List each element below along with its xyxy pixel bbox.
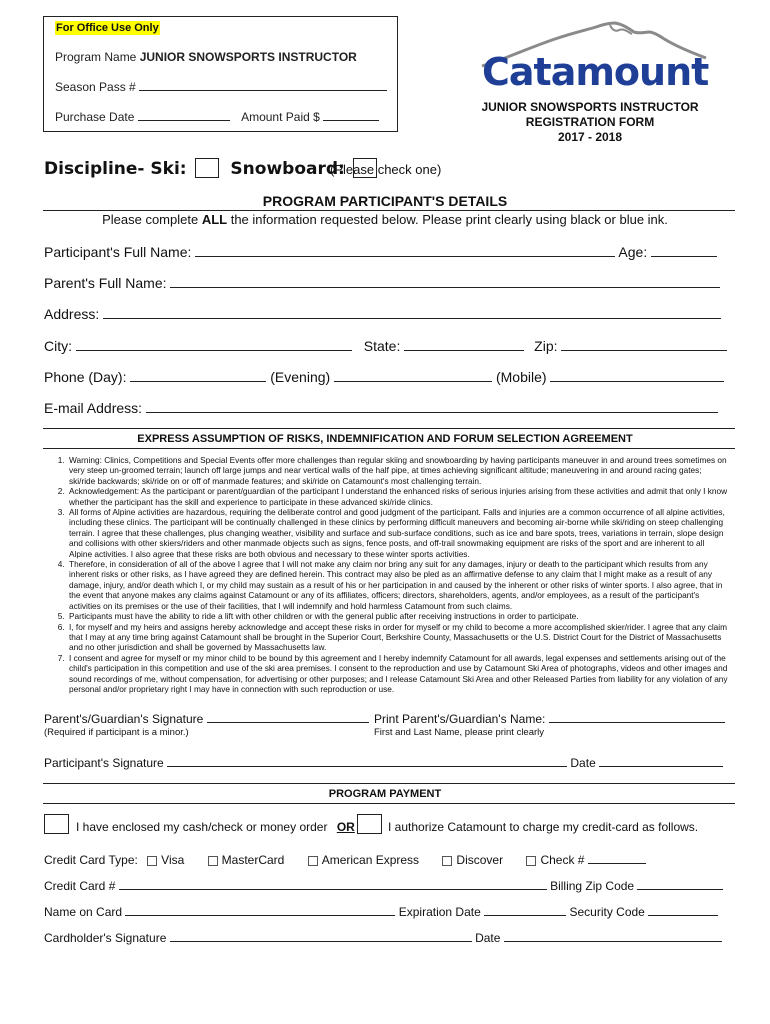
season-pass-field[interactable] (139, 80, 387, 91)
discover-checkbox[interactable] (442, 856, 452, 866)
card-number-label: Credit Card # (44, 879, 116, 893)
season-pass-row (55, 80, 387, 94)
agreement-item: 6. I, for myself and my heirs and assigns hereby acknowledge and accept these risks in order for myself or my child to become a more accomplished skier/rider. I agree that any claim that I may at any time bring against Catamount shall be brought in the Superior Court, Berkshire County, Massachusetts or the U.S. District Court for the District of Massachusetts and no other jurisdiction and shall be governed by Massachusetts law. (67, 622, 728, 653)
instruction-suffix: the information requested below. Please print clearly using black or blue ink. (227, 212, 668, 227)
name-on-card-field[interactable] (125, 904, 395, 916)
amex-checkbox[interactable] (308, 856, 318, 866)
agreement-list (40, 455, 728, 694)
cardholder-date-field[interactable] (504, 930, 722, 942)
amount-paid-field[interactable] (323, 110, 379, 121)
form-title-line-3: 2017 - 2018 (557, 130, 623, 144)
participant-date-label: Date (570, 756, 596, 770)
participant-details-heading: PROGRAM PARTICIPANT'S DETAILS (262, 193, 508, 209)
form-title-line-1: JUNIOR SNOWSPORTS INSTRUCTOR (481, 100, 699, 114)
participant-name-label: Participant's Full Name: (44, 244, 192, 260)
purchase-row (55, 110, 379, 124)
snowboard-label: Snowboard: (230, 159, 345, 179)
discover-label: Discover (456, 853, 504, 867)
address-row (44, 304, 721, 322)
card-number-row (44, 878, 723, 893)
cash-option (76, 820, 355, 834)
participant-heading-rule (43, 210, 735, 211)
visa-label: Visa (161, 853, 185, 867)
program-name-row (55, 50, 357, 64)
parent-name-row (44, 273, 720, 291)
payment-top-rule (43, 783, 735, 784)
cardholder-row (44, 930, 722, 945)
payment-heading-rule (43, 803, 735, 804)
cardholder-signature-field[interactable] (170, 930, 472, 942)
city-label: City: (44, 338, 72, 354)
cardholder-date-label: Date (475, 931, 501, 945)
instruction-bold: ALL (201, 212, 228, 227)
authorize-label: I authorize Catamount to charge my credit-card as follows. (388, 820, 699, 834)
discipline-row (44, 158, 377, 179)
agreement-item: 5. Participants must have the ability to ride a lift with other children or with the general public after receiving instructions in order to participate. (67, 611, 728, 621)
parent-signature-label: Parent's/Guardian's Signature (44, 712, 204, 726)
form-title (440, 100, 740, 145)
form-title-line-2: REGISTRATION FORM (525, 115, 655, 129)
address-label: Address: (44, 306, 100, 322)
mastercard-checkbox[interactable] (208, 856, 218, 866)
billing-zip-field[interactable] (637, 878, 723, 890)
cardholder-signature-label: Cardholder's Signature (44, 931, 167, 945)
agreement-text (40, 455, 728, 694)
check-one-hint: (Please check one) (330, 162, 442, 177)
parent-name-field[interactable] (170, 273, 720, 288)
mastercard-label: MasterCard (221, 853, 285, 867)
participant-name-row (44, 242, 717, 260)
instruction-prefix: Please complete (102, 212, 202, 227)
phone-day-field[interactable] (130, 367, 266, 382)
participant-signature-field[interactable] (167, 755, 567, 767)
security-code-label: Security Code (569, 905, 645, 919)
card-type-label: Credit Card Type: (44, 853, 138, 867)
parent-signature-field[interactable] (207, 711, 369, 723)
participant-name-field[interactable] (195, 242, 615, 257)
purchase-date-field[interactable] (138, 110, 230, 121)
ski-checkbox[interactable] (195, 158, 219, 178)
print-name-field[interactable] (549, 711, 725, 723)
agreement-heading-rule (43, 448, 735, 449)
purchase-date-label: Purchase Date (55, 110, 135, 124)
email-label: E-mail Address: (44, 400, 143, 416)
or-label: OR (336, 820, 355, 834)
city-field[interactable] (76, 336, 352, 351)
evening-label: (Evening) (270, 369, 331, 385)
agreement-item: 4. Therefore, in consideration of all of the above I agree that I will not make any claim nor bring any suit for any damages, injury or death to the participant which results from any inherent risks or other risks, as I have agreed they are defined herein. This contract may also be pled as an affirmative defense to any claim that I might make as a result of any damage, injury, and/or death which I, or my child may sustain as a result of his or her participation in and caused by the inherent or other risks of winter sports. I also agree, that in the event that anyone makes any claims against Catamount or any of its affiliates, officers; directors, shareholders, agents, and/or employees, as a result of the participant's activities on its premises or the use of their facilities, that I will indemnify and hold harmless Catamount from such claims. (67, 559, 728, 611)
email-row (44, 398, 718, 416)
zip-label: Zip: (534, 338, 558, 354)
agreement-top-rule (43, 428, 735, 429)
parent-name-label: Parent's Full Name: (44, 275, 167, 291)
state-field[interactable] (404, 336, 524, 351)
agreement-item: 3. All forms of Alpine activities are hazardous, requiring the deliberate control and good judgment of the participant. Falls and injuries are a common occurrence of all alpine activities, including these clinics. The participant will be continually challenged in these clinics by performing difficult maneuvers and becoming air-borne while ski/riding on steep challenging terrain. I agree that these challenges, plus changing weather, visibility and surface and sub-surface conditions, such as ice and bare spots, trees, variations in terrain, slope design and collisions with other skiers/riders and other manmade objects such as signs, fence posts, and off-trail snowmaking equipment are risks of the sport and are inherent to all Alpine activities. I also agree that these risks are both obvious and necessary to these winter sports activities. (67, 507, 728, 559)
agreement-heading: EXPRESS ASSUMPTION OF RISKS, INDEMNIFICATION AND FORUM SELECTION AGREEMENT (137, 433, 633, 445)
name-on-card-row (44, 904, 718, 919)
age-label: Age: (618, 244, 648, 260)
amex-label: American Express (321, 853, 420, 867)
security-code-field[interactable] (648, 904, 718, 916)
agreement-item: 1. Warning: Clinics, Competitions and Special Events offer more challenges than regular skiing and snowboarding by having participants maneuver in and around trees sometimes on very steep un-groomed terrain; launch off large jumps and near vertical walls of the half pipe, at times achieving significant altitude; maneuvering in and around racing gates; ski/ride backwards; ski/ride on or off of manmade features; and ski/ride on Catamount's most challenging terrain. (67, 455, 728, 486)
email-field[interactable] (146, 398, 718, 413)
zip-field[interactable] (561, 336, 727, 351)
participant-instruction (0, 212, 770, 227)
agreement-item: 2. Acknowledgement: As the participant or parent/guardian of the participant I understand the enhanced risks of serious injuries arising from these activities and admit that only I know whether the participant has the skill and experience to participate in these advanced ski/ride clinics. (67, 486, 728, 507)
billing-zip-label: Billing Zip Code (550, 879, 635, 893)
catamount-logo: Catamount (482, 50, 709, 94)
phone-mobile-field[interactable] (550, 367, 724, 382)
state-label: State: (363, 338, 401, 354)
card-number-field[interactable] (119, 878, 547, 890)
name-on-card-label: Name on Card (44, 905, 123, 919)
discipline-ski-label: Discipline- Ski: (44, 159, 187, 179)
agreement-item: 7. I consent and agree for myself or my minor child to be bound by this agreement and I hereby indemnify Catamount for all awards, legal expenses and settlements arising out of the child's participation in this competition and use of the ski area premises. I consent to the reproduction and use by Catamount Ski Area of photographs, videos and other images and sound recordings of me, without compensation, for advertising or other purposes; and I release Catamount Ski Area and other Released Parties from liability for any violation of any personal and/or proprietary right I may have in connection with such reproduction or use. (67, 653, 728, 695)
phone-day-label: Phone (Day): (44, 369, 127, 385)
participant-date-field[interactable] (599, 755, 723, 767)
check-checkbox[interactable] (526, 856, 536, 866)
amount-paid-label: Amount Paid $ (241, 110, 320, 124)
phone-row (44, 367, 724, 385)
check-label: Check # (540, 853, 585, 867)
expiration-field[interactable] (484, 904, 566, 916)
visa-checkbox[interactable] (147, 856, 157, 866)
program-name-label: Program Name (55, 50, 140, 64)
participant-signature-label: Participant's Signature (44, 756, 164, 770)
cash-label: I have enclosed my cash/check or money order (76, 820, 328, 834)
age-field[interactable] (651, 242, 717, 257)
parent-signature-note: (Required if participant is a minor.) (44, 727, 189, 738)
office-use-tag: For Office Use Only (56, 22, 159, 34)
city-row (44, 336, 727, 354)
mobile-label: (Mobile) (495, 369, 547, 385)
expiration-label: Expiration Date (398, 905, 481, 919)
parent-signature-row (44, 711, 369, 726)
address-field[interactable] (103, 304, 721, 319)
payment-heading: PROGRAM PAYMENT (328, 788, 442, 800)
phone-evening-field[interactable] (334, 367, 492, 382)
authorize-checkbox[interactable] (357, 814, 382, 834)
season-pass-label: Season Pass # (55, 80, 136, 94)
program-name-value: JUNIOR SNOWSPORTS INSTRUCTOR (139, 50, 357, 64)
print-name-row (374, 711, 725, 726)
check-number-field[interactable] (588, 852, 646, 864)
participant-signature-row (44, 755, 723, 770)
card-type-row (44, 852, 646, 867)
print-name-note: First and Last Name, please print clearly (374, 727, 545, 738)
cash-checkbox[interactable] (44, 814, 69, 834)
print-name-label: Print Parent's/Guardian's Name: (374, 712, 546, 726)
